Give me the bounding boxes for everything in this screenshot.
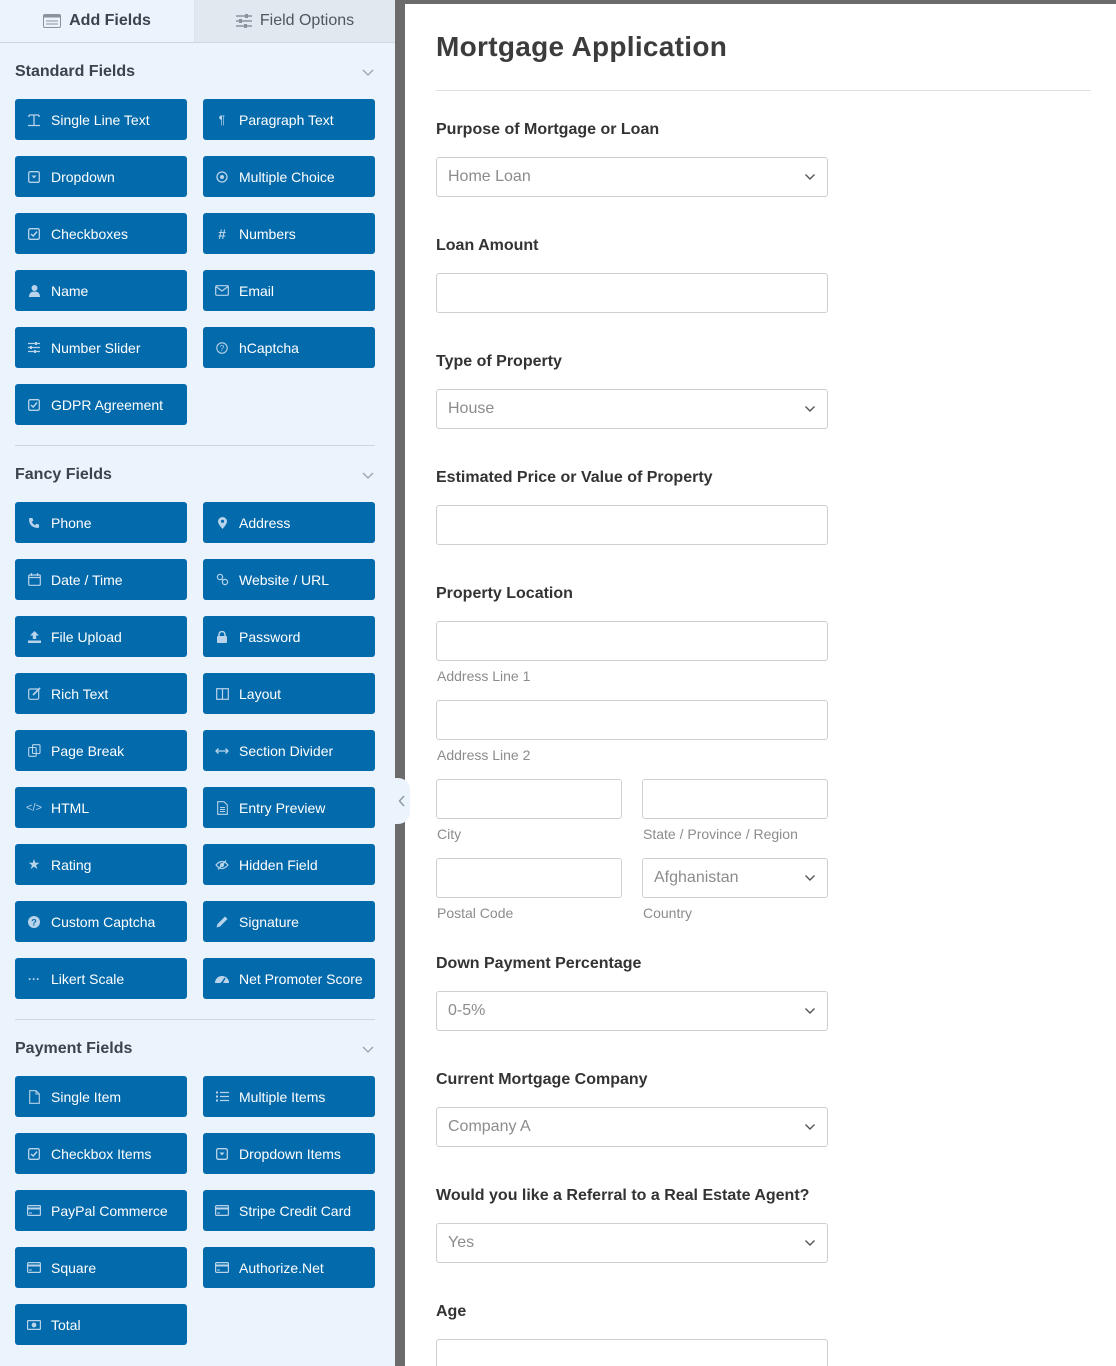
form-preview-panel xyxy=(405,4,1116,1366)
button-label: Password xyxy=(239,628,301,645)
phone-icon xyxy=(27,516,41,530)
code-icon: </> xyxy=(26,801,42,814)
field-button-paypal-commerce[interactable] xyxy=(15,1190,187,1231)
arrows-h-icon xyxy=(215,744,229,758)
button-label: PayPal Commerce xyxy=(51,1202,168,1219)
button-label: GDPR Agreement xyxy=(51,396,164,413)
copy-icon xyxy=(27,744,41,758)
field-button-number-slider[interactable] xyxy=(15,327,187,368)
address-line-2-input[interactable] xyxy=(436,700,828,740)
button-label: HTML xyxy=(51,799,90,816)
field-button-hidden-field[interactable] xyxy=(203,844,375,885)
field-button-paragraph-text[interactable] xyxy=(203,99,375,140)
field-button-section-divider[interactable] xyxy=(203,730,375,771)
select-value: Afghanistan xyxy=(654,869,739,886)
button-label: Name xyxy=(51,282,89,299)
map-marker-icon xyxy=(215,516,229,530)
list-icon xyxy=(43,14,61,28)
checkbox-icon xyxy=(27,227,41,241)
field-button-signature[interactable] xyxy=(203,901,375,942)
button-label: Paragraph Text xyxy=(239,111,334,128)
file-icon xyxy=(27,1090,41,1104)
field-button-likert-scale[interactable] xyxy=(15,958,187,999)
fancy-fields-grid xyxy=(15,502,375,1019)
chevron-down-icon xyxy=(804,1239,816,1247)
field-estimated-price[interactable] xyxy=(436,469,1116,545)
tachometer-icon xyxy=(215,972,229,986)
button-label: Rich Text xyxy=(51,685,109,702)
field-button-rating[interactable] xyxy=(15,844,187,885)
select-value: Company A xyxy=(448,1118,531,1135)
country xyxy=(642,858,828,923)
form-preview xyxy=(405,31,1116,1366)
state-input[interactable] xyxy=(642,779,828,819)
field-age[interactable] xyxy=(436,1303,1116,1366)
field-label: Loan Amount xyxy=(436,237,539,254)
button-label: Custom Captcha xyxy=(51,913,156,930)
paragraph-icon: ¶ xyxy=(218,112,226,127)
country-select[interactable] xyxy=(642,858,828,898)
chevron-left-icon xyxy=(398,794,406,808)
collapse-sidebar-button[interactable] xyxy=(394,778,410,824)
field-button-html[interactable] xyxy=(15,787,187,828)
button-label: Signature xyxy=(239,913,299,930)
tab-field-options[interactable] xyxy=(195,0,395,42)
payment-fields-grid xyxy=(15,1076,375,1365)
standard-fields-grid xyxy=(15,99,375,445)
add-fields-sidebar xyxy=(0,0,395,1366)
field-button-hcaptcha[interactable] xyxy=(203,327,375,368)
down-payment-select[interactable] xyxy=(436,991,828,1031)
button-label: File Upload xyxy=(51,628,122,645)
button-label: Dropdown Items xyxy=(239,1145,341,1162)
section-title: Fancy Fields xyxy=(15,466,112,483)
eye-slash-icon xyxy=(215,858,229,872)
pencil-icon xyxy=(215,915,229,929)
lock-icon xyxy=(215,630,229,644)
button-label: Checkboxes xyxy=(51,225,129,242)
hash-icon: # xyxy=(218,225,226,242)
button-label: Date / Time xyxy=(51,571,123,588)
button-label: Layout xyxy=(239,685,282,702)
edit-icon xyxy=(27,687,41,701)
question-circle-icon xyxy=(27,915,41,929)
field-button-date-time[interactable] xyxy=(15,559,187,600)
chevron-down-icon xyxy=(804,1123,816,1131)
field-button-net-promoter-score[interactable] xyxy=(203,958,375,999)
dropdown-icon xyxy=(27,170,41,184)
button-label: Page Break xyxy=(51,742,125,759)
field-button-page-break[interactable] xyxy=(15,730,187,771)
chevron-down-icon xyxy=(804,173,816,181)
field-button-email[interactable] xyxy=(203,270,375,311)
loan-amount-input[interactable] xyxy=(436,273,828,313)
purpose-select[interactable] xyxy=(436,157,828,197)
button-label: Hidden Field xyxy=(239,856,318,873)
field-label: Age xyxy=(436,1303,467,1320)
ellipsis-icon: ··· xyxy=(28,971,40,986)
section-header[interactable] xyxy=(15,43,375,99)
checkbox-icon xyxy=(27,398,41,412)
sublabel: City xyxy=(437,826,462,842)
svg-text:?: ? xyxy=(31,916,37,927)
text-icon xyxy=(27,113,41,127)
field-button-multiple-items[interactable] xyxy=(203,1076,375,1117)
field-button-authorize-net[interactable] xyxy=(203,1247,375,1288)
field-button-gdpr-agreement[interactable] xyxy=(15,384,187,425)
field-button-rich-text[interactable] xyxy=(15,673,187,714)
field-button-phone[interactable] xyxy=(15,502,187,543)
question-circle-icon xyxy=(215,341,229,355)
tab-add-fields[interactable] xyxy=(0,0,195,42)
button-label: Net Promoter Score xyxy=(239,970,363,987)
columns-icon xyxy=(215,687,229,701)
sidebar-tabs xyxy=(0,0,395,43)
standard-fields-section xyxy=(0,43,395,445)
envelope-icon xyxy=(215,284,229,298)
field-property-location xyxy=(436,585,1116,923)
field-button-multiple-choice[interactable] xyxy=(203,156,375,197)
field-button-website-url[interactable] xyxy=(203,559,375,600)
field-loan-amount[interactable] xyxy=(436,237,1116,313)
referral-select[interactable] xyxy=(436,1223,828,1263)
field-label: Property Location xyxy=(436,585,573,602)
button-label: Stripe Credit Card xyxy=(239,1202,352,1219)
section-header[interactable] xyxy=(15,446,375,502)
chevron-down-icon xyxy=(804,1007,816,1015)
button-label: Entry Preview xyxy=(239,799,326,816)
button-label: Multiple Choice xyxy=(239,168,335,185)
calendar-icon xyxy=(27,573,41,587)
button-label: hCaptcha xyxy=(239,339,299,356)
address-line-1-input[interactable] xyxy=(436,621,828,661)
select-value: House xyxy=(448,400,495,417)
list-ul-icon xyxy=(215,1090,229,1104)
button-label: Multiple Items xyxy=(239,1088,326,1105)
field-label: Would you like a Referral to a Real Estate Agent? xyxy=(436,1187,810,1204)
button-label: Checkbox Items xyxy=(51,1145,152,1162)
field-button-password[interactable] xyxy=(203,616,375,657)
field-purpose[interactable] xyxy=(436,121,1116,197)
select-value: Yes xyxy=(448,1234,475,1251)
field-button-file-upload[interactable] xyxy=(15,616,187,657)
field-button-dropdown[interactable] xyxy=(15,156,187,197)
field-button-single-line-text[interactable] xyxy=(15,99,187,140)
field-button-name[interactable] xyxy=(15,270,187,311)
chevron-down-icon xyxy=(804,874,816,882)
payment-fields-section xyxy=(0,1020,395,1365)
address-line-2 xyxy=(436,700,1116,765)
age-input[interactable] xyxy=(436,1339,828,1366)
button-label: Authorize.Net xyxy=(239,1259,324,1276)
button-label: Section Divider xyxy=(239,742,334,759)
field-button-dropdown-items[interactable] xyxy=(203,1133,375,1174)
sublabel: State / Province / Region xyxy=(643,826,798,842)
field-button-stripe-credit-card[interactable] xyxy=(203,1190,375,1231)
button-label: Dropdown xyxy=(51,168,115,185)
field-button-square[interactable] xyxy=(15,1247,187,1288)
chevron-down-icon[interactable] xyxy=(361,1042,375,1056)
money-icon xyxy=(27,1318,41,1332)
postal-code-input[interactable] xyxy=(436,858,622,898)
chevron-down-icon xyxy=(804,405,816,413)
file-text-icon xyxy=(215,801,229,815)
address-line-1 xyxy=(436,621,1116,686)
credit-card-icon xyxy=(27,1204,41,1218)
field-label: Type of Property xyxy=(436,353,562,370)
sublabel: Postal Code xyxy=(437,905,514,921)
fancy-fields-section xyxy=(0,446,395,1019)
form-title: Mortgage Application xyxy=(436,31,728,62)
field-label: Estimated Price or Value of Property xyxy=(436,469,713,486)
postal-country-row xyxy=(436,858,1116,923)
button-label: Total xyxy=(51,1316,81,1333)
property-type-select[interactable] xyxy=(436,389,828,429)
upload-icon xyxy=(27,630,41,644)
section-title: Payment Fields xyxy=(15,1040,133,1057)
credit-card-icon xyxy=(215,1261,229,1275)
mortgage-company-select[interactable] xyxy=(436,1107,828,1147)
field-button-address[interactable] xyxy=(203,502,375,543)
section-header[interactable] xyxy=(15,1020,375,1076)
select-value: Home Loan xyxy=(448,168,531,185)
button-label: Address xyxy=(239,514,291,531)
star-icon: ★ xyxy=(27,856,41,872)
field-down-payment[interactable] xyxy=(436,955,1116,1031)
link-icon xyxy=(215,573,229,587)
field-button-single-item[interactable] xyxy=(15,1076,187,1117)
button-label: Number Slider xyxy=(51,339,141,356)
field-button-total[interactable] xyxy=(15,1304,187,1345)
button-label: Single Item xyxy=(51,1088,122,1105)
radio-icon xyxy=(215,170,229,184)
chevron-down-icon[interactable] xyxy=(361,65,375,79)
estimated-price-input[interactable] xyxy=(436,505,828,545)
field-label: Current Mortgage Company xyxy=(436,1071,648,1088)
button-label: Website / URL xyxy=(239,571,329,588)
field-button-checkbox-items[interactable] xyxy=(15,1133,187,1174)
field-property-type[interactable] xyxy=(436,353,1116,429)
button-label: Likert Scale xyxy=(51,970,125,987)
chevron-down-icon[interactable] xyxy=(361,468,375,482)
tab-label: Field Options xyxy=(259,12,355,29)
svg-text:?: ? xyxy=(219,343,225,353)
city xyxy=(436,779,622,844)
state xyxy=(642,779,828,844)
field-referral[interactable] xyxy=(436,1187,1116,1263)
select-value: 0-5% xyxy=(448,1002,486,1019)
field-mortgage-company[interactable] xyxy=(436,1071,1116,1147)
button-label: Numbers xyxy=(239,225,296,242)
sliders-icon xyxy=(27,341,41,355)
field-button-entry-preview[interactable] xyxy=(203,787,375,828)
field-label: Down Payment Percentage xyxy=(436,955,642,972)
field-button-checkboxes[interactable] xyxy=(15,213,187,254)
button-label: Single Line Text xyxy=(51,111,150,128)
city-input[interactable] xyxy=(436,779,622,819)
field-button-custom-captcha[interactable] xyxy=(15,901,187,942)
city-state-row xyxy=(436,779,1116,844)
sublabel: Address Line 1 xyxy=(437,668,531,684)
button-label: Email xyxy=(239,282,275,299)
credit-card-icon xyxy=(27,1261,41,1275)
sliders-icon xyxy=(236,14,252,28)
tab-label: Add Fields xyxy=(69,12,151,29)
sublabel: Address Line 2 xyxy=(437,747,531,763)
checkbox-icon xyxy=(27,1147,41,1161)
button-label: Square xyxy=(51,1259,97,1276)
button-label: Phone xyxy=(51,514,92,531)
button-label: Rating xyxy=(51,856,92,873)
user-icon xyxy=(27,284,41,298)
sublabel: Country xyxy=(643,905,693,921)
title-divider xyxy=(436,90,1091,91)
section-title: Standard Fields xyxy=(15,63,136,80)
credit-card-icon xyxy=(215,1204,229,1218)
field-button-layout[interactable] xyxy=(203,673,375,714)
field-label: Purpose of Mortgage or Loan xyxy=(436,121,660,138)
field-button-numbers[interactable] xyxy=(203,213,375,254)
dropdown-icon xyxy=(215,1147,229,1161)
postal-code xyxy=(436,858,622,923)
